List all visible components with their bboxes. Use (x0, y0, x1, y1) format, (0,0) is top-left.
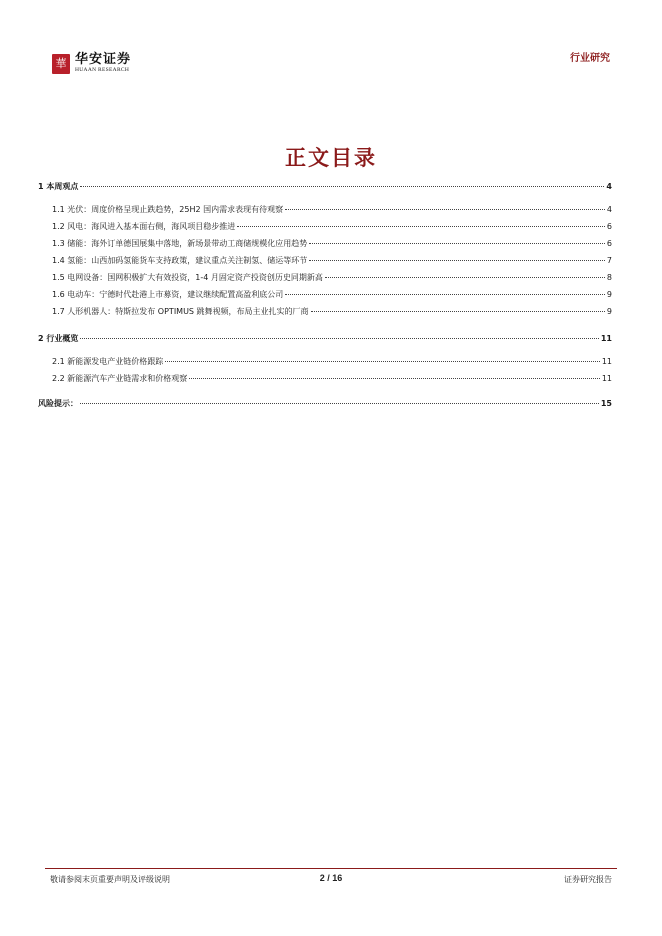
toc-entry[interactable] (38, 333, 612, 347)
toc-entry-text: 2.2 新能源汽车产业链需求和价格观察 (52, 374, 188, 383)
toc-entry-page: 9 (606, 307, 612, 316)
report-category: 行业研究 (570, 53, 610, 64)
toc-entry-text: 2 行业概览 (38, 334, 79, 343)
toc-entry-page: 6 (606, 222, 612, 231)
toc-entry-text: 2.1 新能源发电产业链价格跟踪 (52, 357, 164, 366)
toc-entry-text: 1.6 电动车：宁德时代赴港上市募资，建议继续配置高盈利底公司 (52, 290, 284, 299)
toc-leader (309, 260, 605, 261)
company-logo (52, 53, 131, 74)
toc-leader (80, 403, 599, 404)
toc-leader (311, 311, 605, 312)
toc-entry-page: 7 (606, 256, 612, 265)
toc-entry[interactable] (38, 289, 612, 303)
toc-entry-page: 15 (600, 399, 612, 408)
toc-entry-page: 6 (606, 239, 612, 248)
toc-entry[interactable] (38, 255, 612, 269)
logo-text (75, 53, 131, 74)
toc-entry-page: 9 (606, 290, 612, 299)
footer-divider (45, 868, 617, 869)
toc-entry-text: 1.3 储能：海外订单德国展集中落地，新场景带动工商储规模化应用趋势 (52, 239, 308, 248)
toc-entry-text: 1.5 电网设备：国网积极扩大有效投资，1-4 月固定资产投资创历史同期新高 (52, 273, 323, 282)
footer-disclaimer: 敬请参阅末页重要声明及评级说明 (50, 875, 170, 884)
logo-seal-icon: 華 (52, 54, 70, 74)
toc-entry-text: 风险提示： (38, 399, 78, 408)
toc-entry-text: 1.7 人形机器人：特斯拉发布 OPTIMUS 跳舞视频，布局主业扎实的厂商 (52, 307, 309, 316)
toc-entry-page: 11 (601, 374, 612, 383)
toc-entry[interactable] (38, 221, 612, 235)
toc-entry-page: 4 (606, 205, 612, 214)
toc-leader (189, 378, 600, 379)
toc-entry[interactable] (38, 272, 612, 286)
toc-entry-page: 11 (601, 357, 612, 366)
toc-leader (165, 361, 600, 362)
toc-leader (309, 243, 605, 244)
toc-entry[interactable] (38, 373, 612, 387)
toc-entry[interactable] (38, 356, 612, 370)
toc-entry-text: 1.4 氢能：山西加码氢能货车支持政策，建议重点关注制氢、储运等环节 (52, 256, 308, 265)
logo-name-en: HUAAN RESEARCH (75, 67, 130, 73)
toc-entry-text: 1.2 风电：海风进入基本面右侧，海风项目稳步推进 (52, 222, 236, 231)
toc-entry[interactable] (38, 204, 612, 218)
toc-entry-page: 4 (606, 182, 612, 191)
toc-leader (237, 226, 605, 227)
toc-entry-text: 1.1 光伏：周度价格呈现止跌趋势，25H2 国内需求表现有待观察 (52, 205, 284, 214)
toc-leader (285, 294, 605, 295)
toc-leader (80, 338, 599, 339)
toc-title: 正文目录 (285, 145, 377, 170)
toc-entry-text: 1 本周观点 (38, 182, 79, 191)
toc-entry-page: 11 (600, 334, 612, 343)
toc-entry[interactable] (38, 238, 612, 252)
toc-entry-page: 8 (606, 273, 612, 282)
logo-name-cn: 华安证券 (75, 52, 132, 67)
footer-report-type: 证券研究报告 (564, 875, 612, 884)
toc-entry[interactable] (38, 398, 612, 412)
toc-leader (80, 186, 604, 187)
toc-entry[interactable] (38, 306, 612, 320)
toc-leader (285, 209, 605, 210)
toc-leader (325, 277, 605, 278)
toc-entry[interactable] (38, 181, 612, 195)
page-number: 2 / 16 (319, 873, 343, 883)
